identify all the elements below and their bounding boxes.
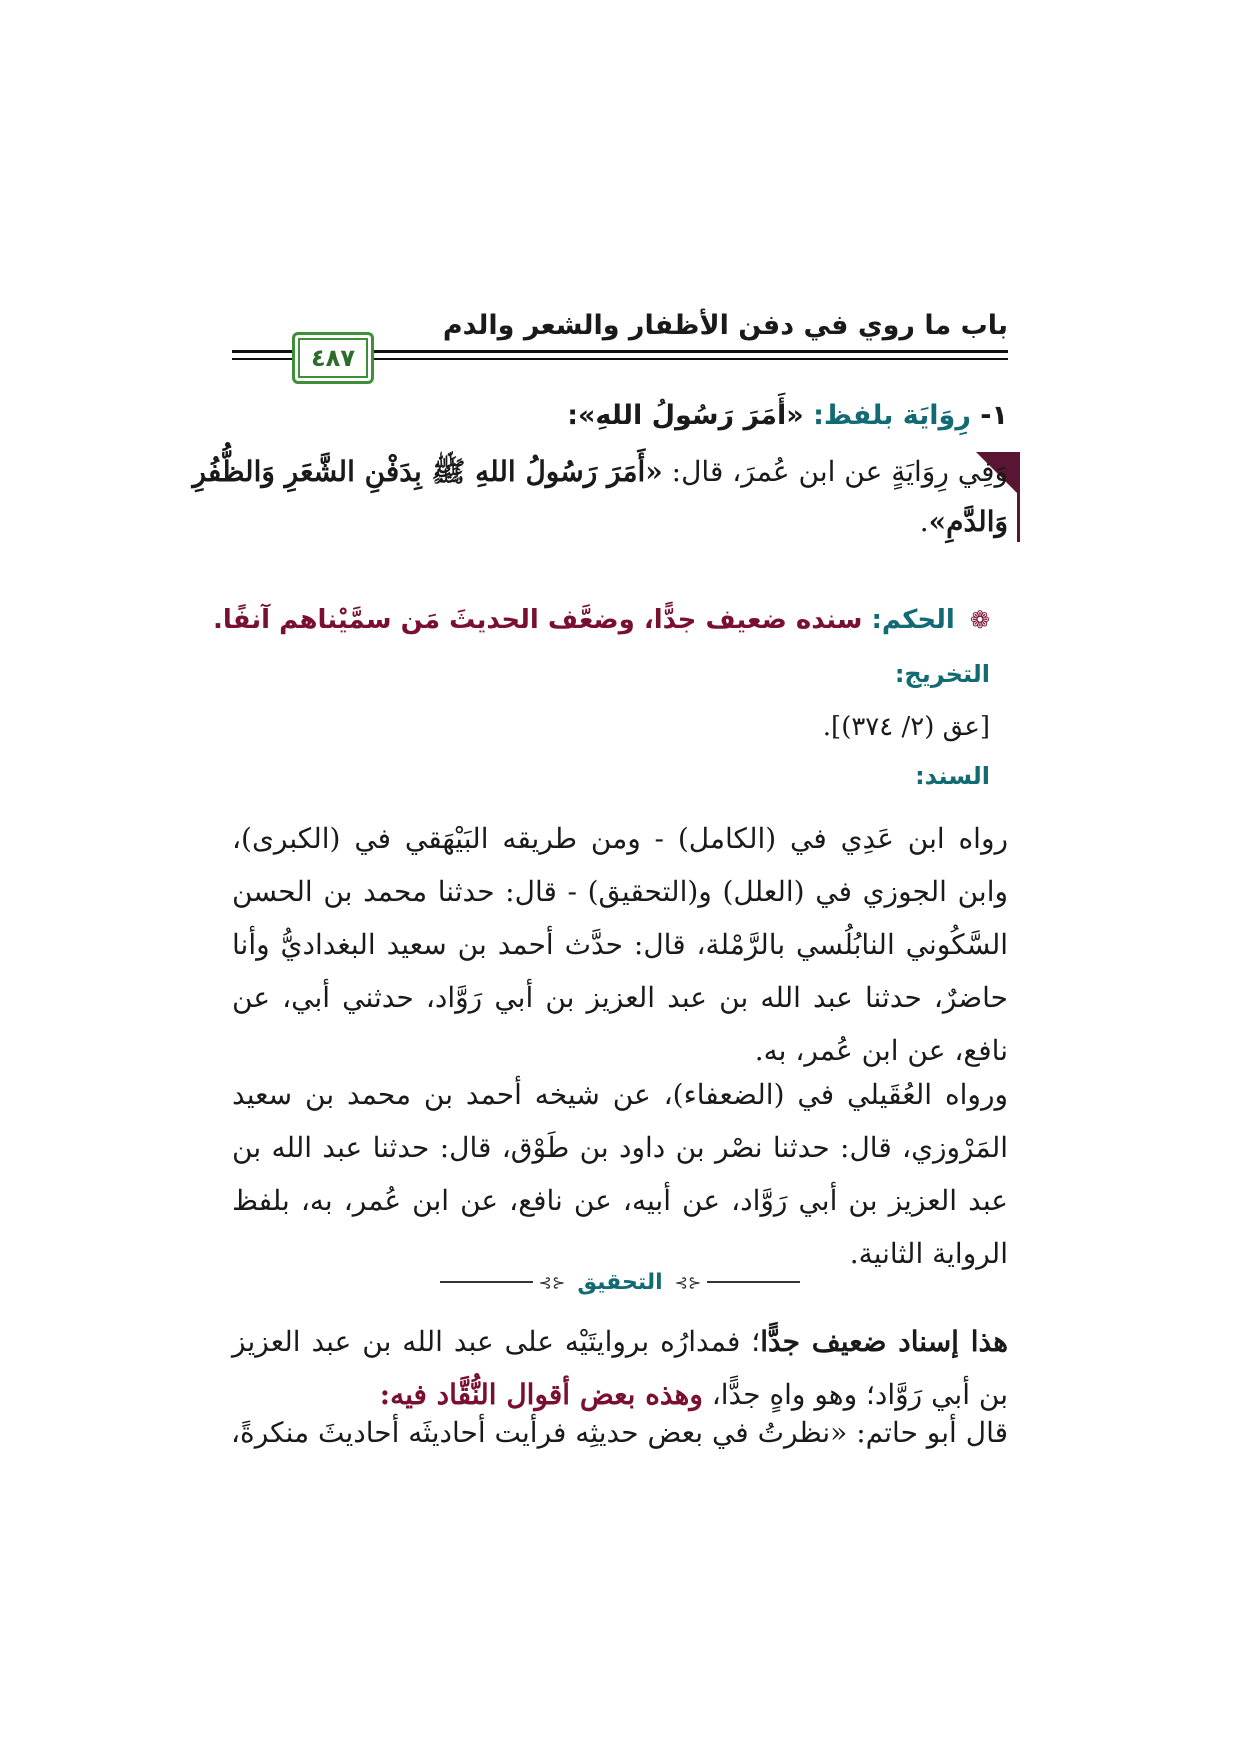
chapter-title: باب ما روي في دفن الأظفار والشعر والدم [442, 310, 1008, 341]
divider-bar [707, 1281, 800, 1283]
section-label: رِوَايَة بلفظ: [813, 400, 971, 431]
section-heading [567, 400, 1008, 431]
corner-ornament-line [1017, 452, 1020, 542]
hadith-text-end: وَالدَّمِ» [928, 505, 1008, 538]
section-number: ١- [980, 400, 1008, 431]
page-number: ٤٨٧ [311, 344, 355, 372]
sanad-heading: السند: [915, 762, 990, 790]
tahqiq-text: ؛ فمدارُه بروايتَيْه على عبد الله بن عبد العزيز بن أبي رَوَّاد؛ وهو واهٍ جدًّا، [232, 1325, 1008, 1411]
sanad-paragraph-1: رواه ابن عَدِي في (الكامل) - ومن طريقه البَيْهَقي في (الكبرى)، وابن الجوزي في (العلل) و(التحقيق) - قال: حدثنا محمد بن الحسن السَّكُوني النابُلُسي بالرَّمْلة، قال: حدَّث أحمد بن سعيد البغداديُّ وأنا حاضرٌ، حدثنا عبد الله بن عبد العزيز بن أبي رَوَّاد، حدثني أبي، عن نافع، عن ابن عُمر، به. [232, 822, 1008, 1067]
hadith-period: . [919, 505, 929, 538]
tahqiq-divider [440, 1268, 800, 1296]
tahqiq-paragraph-1 [232, 1315, 1008, 1421]
hadith-intro: وَفِي رِوَايَةٍ عن ابن عُمرَ، قال: [671, 455, 1008, 488]
takhrij-reference: [عق (٢/ ٣٧٤)]. [822, 712, 990, 742]
divider-title: التحقيق [577, 1269, 663, 1295]
flower-ornament-icon: ❁ [969, 606, 990, 634]
tahqiq-bold: هذا إسناد ضعيف جدًّا [760, 1325, 1008, 1358]
ruling-line [213, 605, 990, 635]
hadith-line-1 [192, 455, 1008, 495]
tahqiq-highlight: وهذه بعض أقوال النُّقَّاد فيه: [379, 1378, 703, 1411]
divider-ornament-icon: ⊰⊱ [674, 1272, 702, 1292]
divider-bar [440, 1281, 533, 1283]
page-number-badge [292, 332, 374, 384]
section-phrase: «أَمَرَ رَسُولُ اللهِ»: [567, 400, 804, 431]
hadith-text: «أَمَرَ رَسُولُ اللهِ ﷺ بِدَفْنِ الشَّعَرِ وَالظُّفُرِ [192, 455, 663, 488]
ruling-text: سنده ضعيف جدًّا، وضعَّف الحديثَ مَن سمَّيْناهم آنفًا. [213, 605, 863, 635]
divider-ornament-icon: ⊰⊱ [538, 1272, 566, 1292]
tahqiq-paragraph-2: قال أبو حاتم: «نظرتُ في بعض حديثِه فرأيت أحاديثَه أحاديثَ منكرةً، [231, 1416, 1008, 1449]
ruling-label: الحكم: [871, 605, 955, 635]
takhrij-heading: التخريج: [894, 660, 990, 688]
hadith-line-2 [920, 505, 1008, 538]
sanad-paragraph-2: ورواه العُقَيلي في (الضعفاء)، عن شيخه أحمد بن محمد بن سعيد المَرْوزي، قال: حدثنا نصْر بن داود بن طَوْق، قال: حدثنا عبد الله بن عبد العزيز بن أبي رَوَّاد، عن أبيه، عن نافع، عن ابن عُمر، به، بلفظ الرواية الثانية. [232, 1078, 1008, 1270]
